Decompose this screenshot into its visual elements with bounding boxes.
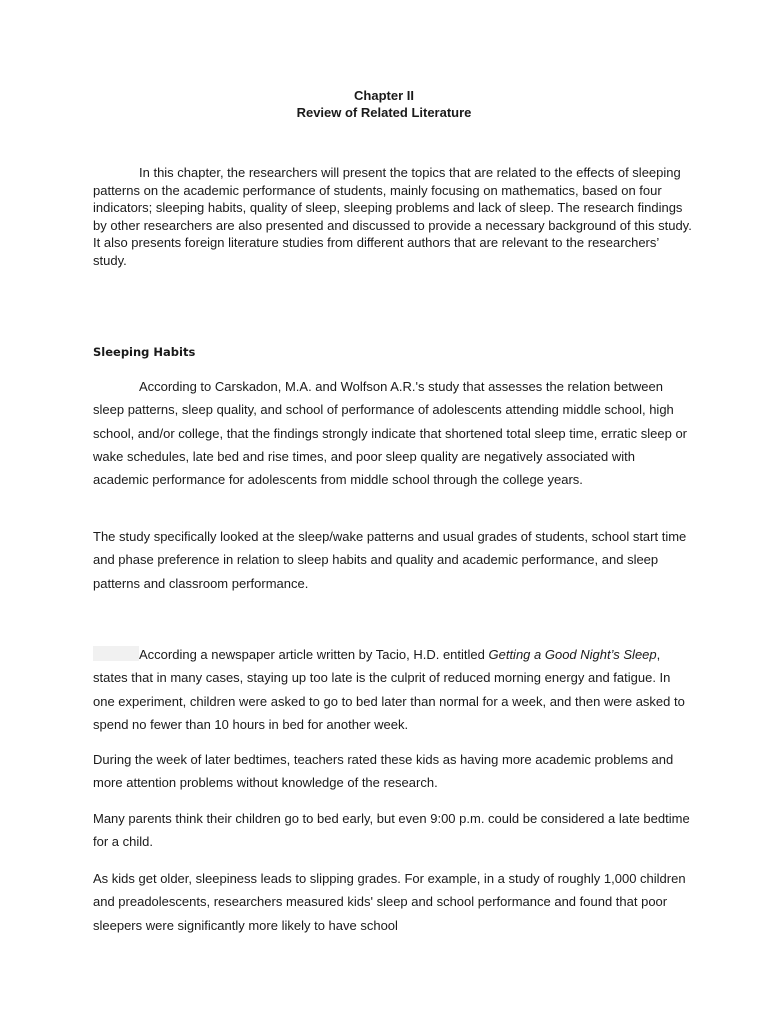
paragraph-tacio — [93, 643, 693, 736]
section-title: Sleeping Habits — [93, 345, 196, 359]
paragraph-text: The study specifically looked at the sleep/wake patterns and usual grades of students, school start time and phase preference in relation to sleep habits and quality and academic performance, and sleep patterns and classroom performance. — [93, 529, 687, 591]
chapter-title: Review of Related Literature — [296, 105, 472, 120]
paragraph-text: During the week of later bedtimes, teachers rated these kids as having more academic problems and more attention problems without knowledge of the research. — [93, 752, 674, 791]
intro-text: In this chapter, the researchers will present the topics that are related to the effects of sleeping patterns on the academic performance of students, mainly focusing on mathematics, based on four indicators; sleeping habits, quality of sleep, sleeping problems and lack of sleep. The research findings by other researchers are also presented and discussed to provide a necessary background of this study. It also presents foreign literature studies from different authors that are relevant to the researchers’ study. — [93, 165, 692, 268]
paragraph-carskadon — [93, 375, 693, 491]
paragraph-text: Many parents think their children go to bed early, but even 9:00 p.m. could be considered a late bedtime for a child. — [93, 811, 690, 850]
paragraph-older-kids — [93, 867, 693, 937]
intro-paragraph — [93, 164, 693, 270]
chapter-number: Chapter II — [354, 88, 414, 103]
paragraph-text-start: According a newspaper article written by Tacio, H.D. entitled — [139, 647, 489, 662]
paragraph-parents — [93, 807, 693, 854]
paragraph-later-bedtimes — [93, 748, 693, 795]
paragraph-text: As kids get older, sleepiness leads to slipping grades. For example, in a study of roughly 1,000 children and preadolescents, researchers measured kids' sleep and school performance and found that poor sleepers were significantly more likely to have school — [93, 871, 686, 933]
paragraph-text-end: , states that in many cases, staying up too late is the culprit of reduced morning energy and fatigue. In one experiment, children were asked to go to bed later than normal for a week, and then were asked to spend no fewer than 10 hours in bed for another week. — [93, 647, 685, 732]
article-title: Getting a Good Night’s Sleep — [488, 647, 657, 662]
paragraph-indent-highlight — [93, 646, 139, 661]
paragraph-study-details — [93, 525, 693, 595]
paragraph-text: According to Carskadon, M.A. and Wolfson A.R.'s study that assesses the relation between sleep patterns, sleep quality, and school of performance of adolescents attending middle school, high school, and/or college, that the findings strongly indicate that shortened total sleep time, erratic sleep or wake schedules, late bed and rise times, and poor sleep quality are negatively associated with academic performance for adolescents from middle school through the college years. — [93, 379, 688, 488]
